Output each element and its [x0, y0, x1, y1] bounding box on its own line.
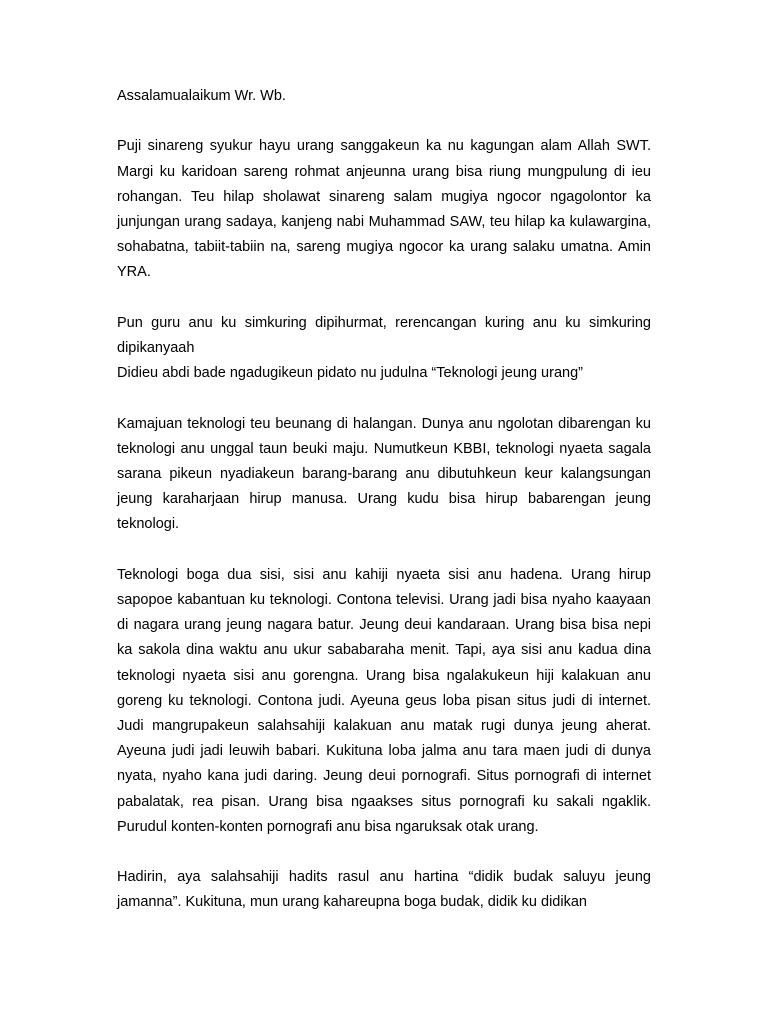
paragraph-respect: Pun guru anu ku simkuring dipihurmat, rerencangan kuring anu ku simkuring dipikanyaah	[117, 314, 651, 356]
paragraph-progress: Kamajuan teknologi teu beunang di halangan. Dunya anu ngolotan dibarengan ku teknologi anu unggal taun beuki maju. Numutkeun KBBI, teknologi nyaeta sagala sarana pikeun nyadiakeun barang-barang anu dibutuhkeun keur kalangsungan jeung karaharjaan hirup manusa. Urang kudu bisa hirup babarengan jeung teknologi.	[117, 415, 651, 533]
paragraph-speech-title: Didieu abdi bade ngadugikeun pidato nu judulna “Teknologi jeung urang”	[117, 365, 583, 382]
paragraph-two-sides: Teknologi boga dua sisi, sisi anu kahiji nyaeta sisi anu hadena. Urang hirup sapopoe kabantuan ku teknologi. Contona televisi. Urang jadi bisa nyaho kaayaan di nagara urang jeung nagara batur. Jeung deui kandaraan. Urang bisa bisa nepi ka sakola dina waktu anu ukur sababaraha menit. Tapi, aya sisi anu kadua dina teknologi nyaeta sisi anu gorengna. Urang bisa ngalakukeun hiji kalakuan anu goreng ku teknologi. Contona judi. Ayeuna geus loba pisan situs judi di internet. Judi mangrupakeun salahsahiji kalakuan anu matak rugi dunya jeung aherat. Ayeuna judi jadi leuwih babari. Kukituna loba jalma anu tara maen judi di dunya nyata, nyaho kana judi daring. Jeung deui pornografi. Situs pornografi di internet pabalatak, rea pisan. Urang bisa ngaakses situs pornografi ku sakali ngaklik. Purudul konten-konten pornografi anu bisa ngaruksak otak urang.	[117, 566, 651, 835]
greeting: Assalamualaikum Wr. Wb.	[117, 88, 286, 104]
paragraph-opening: Puji sinareng syukur hayu urang sanggakeun ka nu kagungan alam Allah SWT. Margi ku karidoan sareng rohmat anjeunna urang bisa riung mungpulung di ieu rohangan. Teu hilap sholawat sinareng salam mugiya ngocor ngagolontor ka junjungan urang sadaya, kanjeng nabi Muhammad SAW, teu hilap ka kulawargina, sohabatna, tabiit-tabiin na, sareng mugiya ngocor ka urang salaku umatna. Amin YRA.	[117, 138, 651, 281]
paragraph-hadith: Hadirin, aya salahsahiji hadits rasul anu hartina “didik budak saluyu jeung jamanna”. Kukituna, mun urang kahareupna boga budak, didik ku didikan	[117, 869, 651, 911]
document-page	[117, 84, 651, 916]
